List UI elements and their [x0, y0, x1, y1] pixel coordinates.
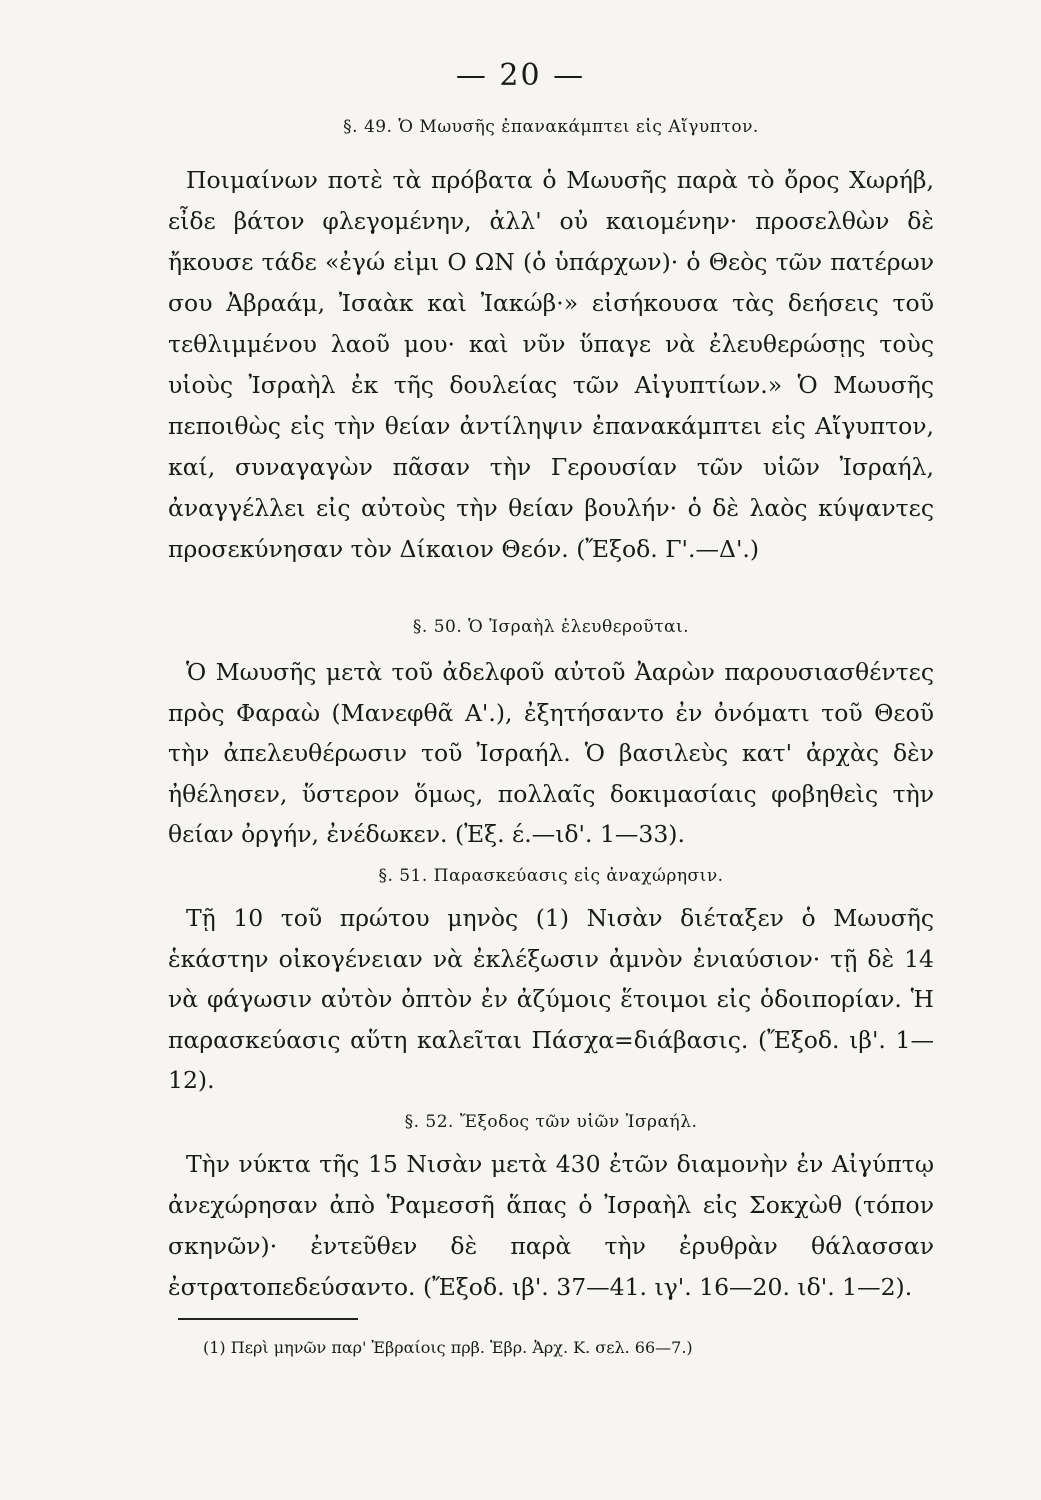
- footnote: (1) Περὶ μηνῶν παρ' Ἑβραίοις πρβ. Ἑβρ. Ἀρχ. Κ. σελ. 66—7.): [203, 1338, 693, 1357]
- section-52-text: Τὴν νύκτα τῆς 15 Νισὰν μετὰ 430 ἐτῶν διαμονὴν ἐν Αἰγύπτῳ ἀνεχώρησαν ἀπὸ Ῥαμεσσῆ ἅπας ὁ Ἰσραὴλ εἰς Σοκχὼθ (τόπον σκηνῶν)· ἐντεῦθεν δὲ παρὰ τὴν ἐρυθρὰν θάλασσαν ἐστρατοπεδεύσαντο. (Ἔξοδ. ιβ'. 37—41. ιγ'. 16—20. ιδ'. 1—2).: [168, 1150, 934, 1301]
- section-49-text: Ποιμαίνων ποτὲ τὰ πρόβατα ὁ Μωυσῆς παρὰ τὸ ὄρος Χωρήβ, εἶδε βάτον φλεγομένην, ἀλλ' οὐ καιομένην· προσελθὼν δὲ ἤκουσε τάδε «ἐγώ εἰμι Ο ΩΝ (ὁ ὑπάρχων)· ὁ Θεὸς τῶν πατέρων σου Ἀβραάμ, Ἰσαὰκ καὶ Ἰακώβ·» εἰσήκουσα τὰς δεήσεις τοῦ τεθλιμμένου λαοῦ μου· καὶ νῦν ὕπαγε νὰ ἐλευθερώσῃς τοὺς υἱοὺς Ἰσραὴλ ἐκ τῆς δουλείας τῶν Αἰγυπτίων.» Ὁ Μωυσῆς πεποιθὼς εἰς τὴν θείαν ἀντίληψιν ἐπανακάμπτει εἰς Αἴγυπτον, καί, συναγαγὼν πᾶσαν τὴν Γερουσίαν τῶν υἱῶν Ἰσραήλ, ἀναγγέλλει εἰς αὐτοὺς τὴν θείαν βουλήν· ὁ δὲ λαὸς κύψαντες προσεκύνησαν τὸν Δίκαιον Θεόν. (Ἔξοδ. Γ'.—Δ'.): [168, 166, 934, 563]
- page-number: — 20 —: [455, 58, 586, 93]
- section-51-heading: §. 51. Παρασκεύασις εἰς ἀναχώρησιν.: [378, 866, 724, 886]
- section-49-heading: §. 49. Ὁ Μωυσῆς ἐπανακάμπτει εἰς Αἴγυπτον.: [343, 117, 759, 137]
- section-50-heading: §. 50. Ὁ Ἰσραὴλ ἐλευθεροῦται.: [412, 617, 690, 637]
- section-52-heading: §. 52. Ἔξοδος τῶν υἱῶν Ἰσραήλ.: [404, 1112, 698, 1132]
- section-51-text: Τῇ 10 τοῦ πρώτου μηνὸς (1) Νισὰν διέταξεν ὁ Μωυσῆς ἑκάστην οἰκογένειαν νὰ ἐκλέξωσιν ἀμνὸν ἐνιαύσιον· τῇ δὲ 14 νὰ φάγωσιν αὐτὸν ὀπτὸν ἐν ἀζύμοις ἕτοιμοι εἰς ὁδοιπορίαν. Ἡ παρασκεύασις αὕτη καλεῖται Πάσχα=διάβασις. (Ἔξοδ. ιβ'. 1—12).: [168, 904, 934, 1095]
- section-50-text: Ὁ Μωυσῆς μετὰ τοῦ ἀδελφοῦ αὐτοῦ Ἀαρὼν παρουσιασθέντες πρὸς Φαραὼ (Μανεφθᾶ Α'.), ἐξητήσαντο ἐν ὀνόματι τοῦ Θεοῦ τὴν ἀπελευθέρωσιν τοῦ Ἰσραήλ. Ὁ βασιλεὺς κατ' ἀρχὰς δὲν ἠθέλησεν, ὕστερον ὅμως, πολλαῖς δοκιμασίαις φοβηθεὶς τὴν θείαν ὀργήν, ἐνέδωκεν. (Ἐξ. έ.—ιδ'. 1—33).: [168, 658, 934, 849]
- footnote-divider: [178, 1318, 358, 1320]
